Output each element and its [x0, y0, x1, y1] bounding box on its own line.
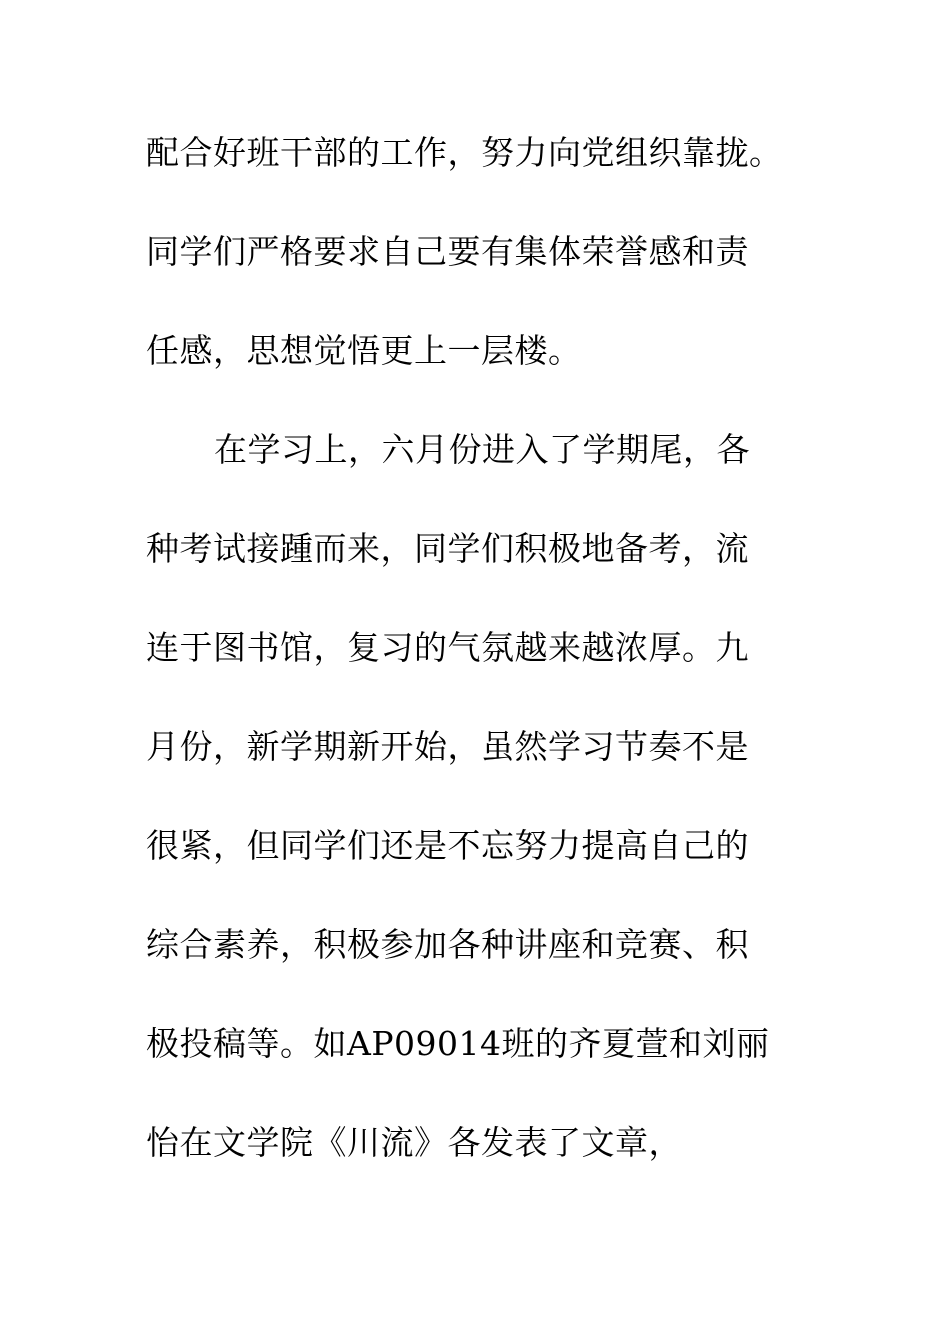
text-line-5: 种考试接踵而来，同学们积极地备考，流 [146, 529, 749, 568]
text-line-7: 月份，新学期新开始，虽然学习节奏不是 [146, 727, 749, 766]
text-line-6: 连于图书馆，复习的气氛越来越浓厚。九 [146, 628, 749, 667]
text-line-1: 配合好班干部的工作，努力向党组织靠拢。 [146, 133, 783, 172]
text-line-10: 极投稿等。如AP09014班的齐夏萱和刘丽 [146, 1024, 770, 1063]
text-line-3: 任感，思想觉悟更上一层楼。 [146, 331, 582, 370]
text-line-8: 很紧，但同学们还是不忘努力提高自己的 [146, 826, 749, 865]
paragraph-first-line: 在学习上，六月份进入了学期尾，各 [214, 430, 750, 469]
text-line-11: 怡在文学院《川流》各发表了文章， [146, 1123, 682, 1162]
text-line-2: 同学们严格要求自己要有集体荣誉感和责 [146, 232, 749, 271]
text-line-9: 综合素养，积极参加各种讲座和竞赛、积 [146, 925, 749, 964]
